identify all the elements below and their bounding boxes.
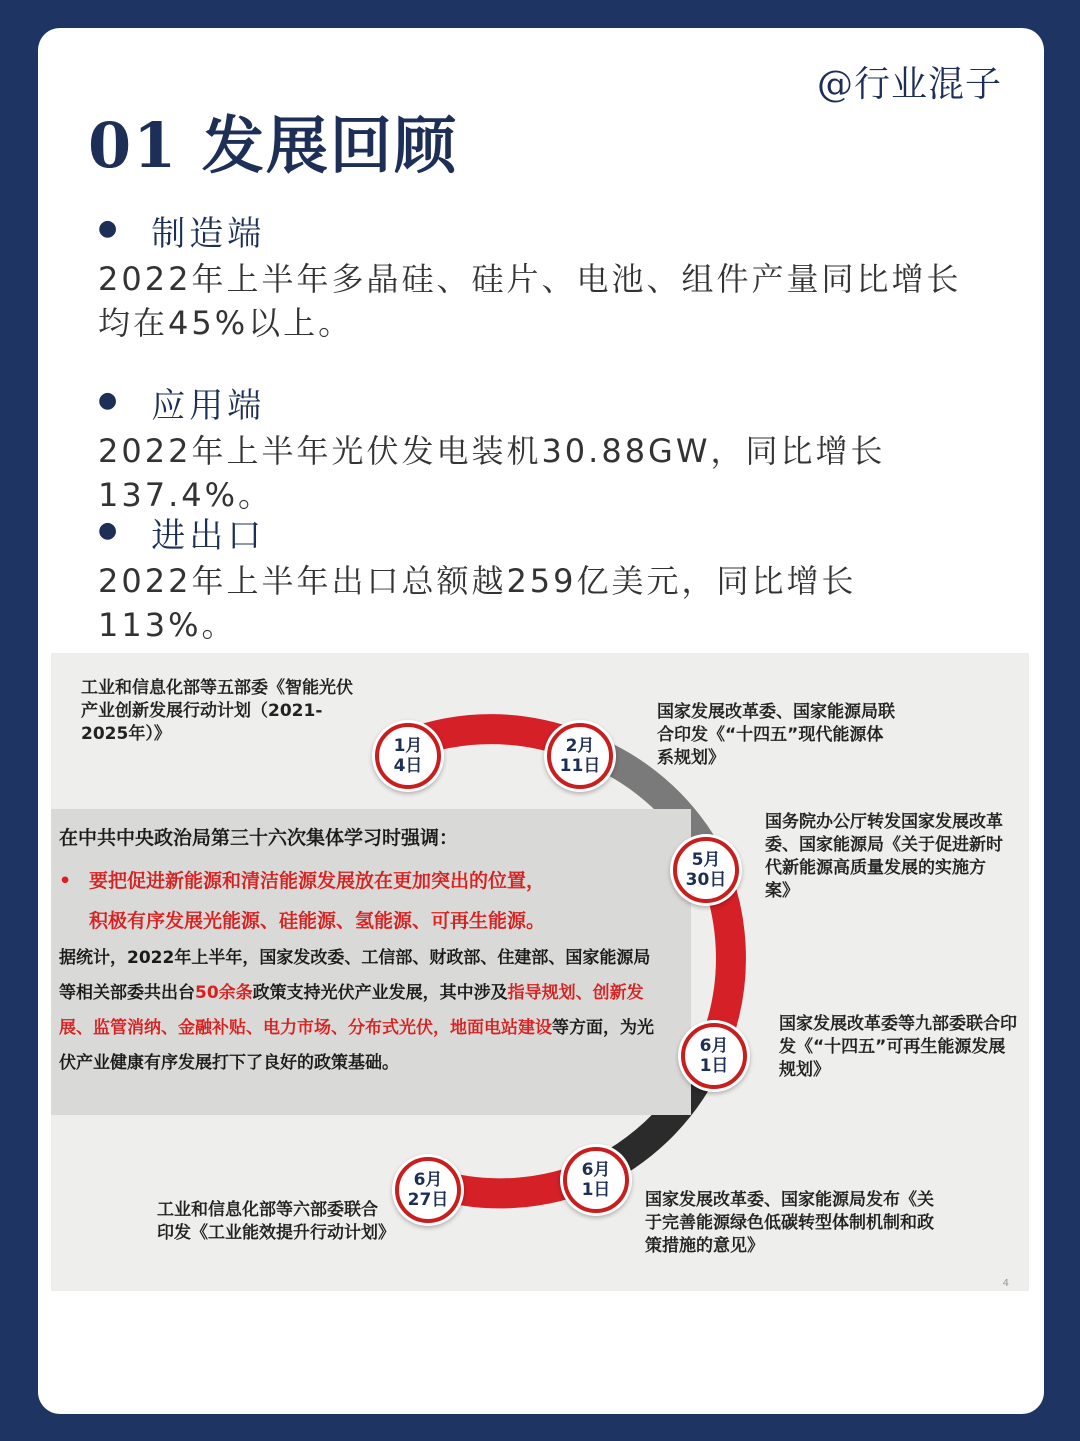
date-day: 11日 xyxy=(559,756,601,776)
policy-note: 国家发展改革委、国家能源局联合印发《“十四五”现代能源体系规划》 xyxy=(657,702,895,768)
date-circle xyxy=(375,723,441,789)
policy-note: 国家发展改革委等九部委联合印发《“十四五”可再生能源发展规划》 xyxy=(779,1014,1017,1080)
box-body-text: 政策支持光伏产业发展，其中涉及 xyxy=(252,983,508,1003)
page-title: 01 发展回顾 xyxy=(88,109,458,182)
key-point-1: 要把促进新能源和清洁能源发展放在更加突出的位置， xyxy=(89,870,546,892)
date-day: 1日 xyxy=(699,1056,729,1076)
policy-note: 国家发展改革委、国家能源局发布《关于完善能源绿色低碳转型体制机制和政策措施的意见》 xyxy=(645,1190,934,1256)
box-body xyxy=(59,941,654,1081)
section-heading-text: 应用端 xyxy=(151,386,266,426)
policy-note: 国务院办公厅转发国家发展改革委、国家能源局《关于促进新时代新能源高质量发展的实施方案》 xyxy=(765,812,1003,901)
date-day: 30日 xyxy=(685,870,727,890)
red-bullet: • xyxy=(59,870,72,892)
date-circle xyxy=(681,1023,747,1089)
section-heading-text: 制造端 xyxy=(151,214,266,254)
date-day: 1日 xyxy=(581,1180,611,1200)
section-body: 2022年上半年光伏发电装机30.88GW，同比增长137.4%。 xyxy=(98,432,886,514)
box-body-text: 据统计，2022年上半年，国家发改委、工信部、财政部、住建部、国家能源局等相关部委共出台 xyxy=(59,948,651,1003)
box-key-points xyxy=(59,861,659,941)
date-month: 6月 xyxy=(699,1036,729,1056)
bullet-icon: ● xyxy=(98,216,122,241)
policy-timeline-panel xyxy=(51,653,1029,1291)
section-trade xyxy=(98,508,978,647)
section-heading xyxy=(98,378,978,427)
date-circle xyxy=(547,723,613,789)
key-point-2: 积极有序发展光能源、硅能源、氢能源、可再生能源。 xyxy=(89,910,546,932)
section-heading-text: 进出口 xyxy=(151,516,266,556)
box-body-text: 等方面，为光伏产业健康有序发展打下了良好的政策基础。 xyxy=(59,1018,654,1073)
bullet-icon: ● xyxy=(98,518,122,543)
date-month: 1月 xyxy=(393,736,423,756)
box-body-highlight: 指导规划、创新发展、监管消纳、金融补贴、电力市场、分布式光伏，地面电站建设 xyxy=(59,983,644,1038)
section-body: 2022年上半年出口总额越259亿美元，同比增长113%。 xyxy=(98,562,857,644)
author-handle: @行业混子 xyxy=(816,64,1002,105)
box-body-highlight: 50余条 xyxy=(195,983,253,1003)
date-circle xyxy=(563,1147,629,1213)
date-month: 2月 xyxy=(565,736,595,756)
section-heading xyxy=(98,508,978,557)
page-number: 4 xyxy=(1002,1278,1009,1289)
date-day: 4日 xyxy=(393,756,423,776)
date-month: 6月 xyxy=(413,1170,443,1190)
box-heading: 在中共中央政治局第三十六次集体学习时强调： xyxy=(59,827,459,849)
date-circle xyxy=(395,1157,461,1223)
policy-note: 工业和信息化部等六部委联合印发《工业能效提升行动计划》 xyxy=(157,1200,395,1243)
section-body: 2022年上半年多晶硅、硅片、电池、组件产量同比增长均在45%以上。 xyxy=(98,260,962,342)
date-day: 27日 xyxy=(407,1190,449,1210)
section-heading xyxy=(98,206,978,255)
policy-note: 工业和信息化部等五部委《智能光伏产业创新发展行动计划（2021-2025年）》 xyxy=(81,678,353,744)
content-card xyxy=(38,28,1044,1414)
date-circle xyxy=(673,837,739,903)
date-month: 6月 xyxy=(581,1160,611,1180)
section-application xyxy=(98,378,978,517)
date-month: 5月 xyxy=(691,850,721,870)
section-manufacturing xyxy=(98,206,978,345)
bullet-icon: ● xyxy=(98,388,122,413)
